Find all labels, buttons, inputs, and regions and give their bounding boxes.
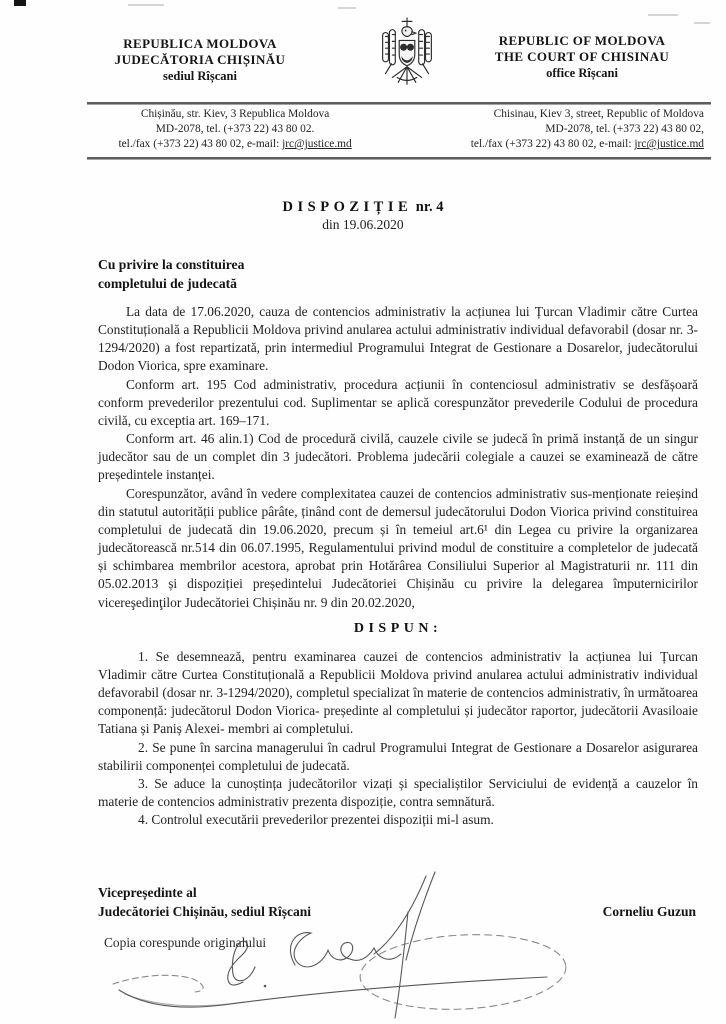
contact-address-ro [87, 107, 383, 153]
document-title [0, 199, 726, 216]
document-date: din 19.06.2020 [322, 217, 404, 232]
address-line: Chisinau, Kiev 3, street, Republic of Moldova [493, 108, 704, 120]
horizontal-rule-top [87, 102, 711, 105]
dispun-item: 4. Controlul executării prevederilor prezentei dispoziții mi-l asum. [138, 812, 494, 828]
signer-name: Corneliu Guzun [602, 904, 696, 919]
contact-blocks [87, 107, 704, 153]
copy-certification-note: Copia corespunde originalului [104, 935, 267, 950]
org-name-en: REPUBLIC OF MOLDOVA [498, 33, 666, 48]
dispun-item: 3. Se aduce la cunoștința judecătorilor vizați și specialiștilor Serviciului de evidență a cauzelor în materie de contencios administrativ prezenta dispoziție, contra semnătură. [98, 775, 698, 810]
office-ro: sediul Rîșcani [163, 69, 237, 83]
title-block [0, 199, 726, 233]
phone-line: MD-2078, tel. (+373 22) 43 80 02. [155, 123, 315, 136]
fax-prefix: tel./fax (+373 22) 43 80 02, e-mail: [118, 138, 283, 151]
letterhead-left [58, 36, 342, 84]
scan-artifact [128, 4, 164, 6]
body-paragraph: La data de 17.06.2020, cauza de contencios administrativ la acțiunea lui Țurcan Vladimir către Curtea Constituțională a Republicii Moldova privind anularea actului administrativ individual defavorabil (dosar nr. 3-1294/2020) a fost repartizată, prin intermediul Programului Integrat de Gestionare a Dosarelor, judecătorului Dodon Viorica, spre examinare. [98, 304, 698, 374]
body-paragraph: Corespunzător, având în vedere complexitatea cauzei de contencios administrativ sus-menționate reieșind din statutul autorității publice pârâte, ținând cont de demersul judecătorului Dodon Viorica privind constituirea completului de judecată din 19.06.2020, precum și în temeiul art.6¹ din Legea cu privire la organizarea judecătorească nr.514 din 06.07.1995, Regulamentului privind modul de constituire a completelor de judecată și schimbarea membrilor acestora, aprobat prin Hotărârea Consiliului Superior al Magistraturii nr. 111 din 05.02.2013 și dispoziției președintelui Judecătoriei Chișinău cu privire la delegarea împuternicirilor vicereşedinţilor Judecătoriei Chișinău nr. 9 din 20.02.2020, [98, 485, 698, 610]
scan-artifact [14, 0, 26, 6]
dispun-item: 1. Se desemnează, pentru examinarea cauzei de contencios administrativ la acțiunea lui Țurcan Vladimir către Curtea Constituțională a Republicii Moldova privind anularea actului administrativ individual defavorabil (dosar nr. 3-1294/2020), completul specializat în materie de contencios administrativ, în următoarea componență: judecătorul Dodon Viorica- președinte al completului și judecător raportor, judecătorii Avasiloaie Tatiana și Paniș Alexei- membri ai completului. [98, 648, 698, 737]
email-link[interactable]: jrc@justice.md [634, 138, 704, 151]
signer-role [98, 884, 311, 921]
letterhead-right [438, 33, 726, 81]
horizontal-rule-bottom [87, 157, 711, 160]
fax-prefix: tel./fax (+373 22) 43 80 02, e-mail: [470, 138, 635, 151]
role-line: Judecătoriei Chișinău, sediul Rîșcani [98, 903, 312, 919]
dispun-heading: DISPUN: [353, 620, 443, 636]
subject-line: completului de judecată [98, 275, 237, 291]
signature-row [98, 884, 696, 921]
court-name-en: THE COURT OF CHISINAU [494, 49, 670, 64]
dispun-item: 2. Se pune în sarcina managerului în cadrul Programului Integrat de Gestionare a Dosarelor asigurarea stabilirii componenței completului de judecată. [98, 739, 698, 773]
moldova-coat-of-arms-icon [377, 17, 437, 95]
fax-email-line [402, 137, 704, 152]
phone-line: MD-2078, tel. (+373 22) 43 80 02, [545, 123, 704, 136]
scan-artifact [648, 14, 678, 16]
address-line: Chișinău, str. Kiev, 3 Republica Moldova [140, 108, 330, 120]
title-number: nr. 4 [412, 199, 444, 215]
title-word: DISPOZIȚIE [282, 199, 413, 215]
scan-artifact [694, 22, 710, 24]
subject-block [98, 256, 244, 293]
fax-email-line [87, 137, 383, 152]
body-paragraph: Conform art. 46 alin.1) Cod de procedură civilă, cauzele civile se judecă în primă instanță de un singur judecător sau de un complet din 3 judecători. Problema judecării colegiale a cauzei se examinează de către președintele instanței. [98, 431, 698, 483]
court-name-ro: JUDECĂTORIA CHIȘINĂU [114, 52, 286, 67]
org-name-ro: REPUBLICA MOLDOVA [123, 36, 277, 51]
contact-address-en [402, 107, 704, 153]
subject-line: Cu privire la constituirea [98, 257, 245, 272]
scan-artifact [338, 7, 356, 9]
office-en: office Rîșcani [546, 66, 618, 80]
body-paragraph: Conform art. 195 Cod administrativ, procedura acțiunii în contenciosul administrativ se desfășoară conform prevederilor prezentului cod. Suplimentar se aplică corespunzător prevederile Codului de procedura civilă, cu exceptia art. 169–171. [98, 376, 698, 428]
email-link[interactable]: jrc@justice.md [282, 138, 352, 151]
document-body [98, 303, 698, 829]
role-line: Vicepreședinte al [98, 885, 197, 900]
